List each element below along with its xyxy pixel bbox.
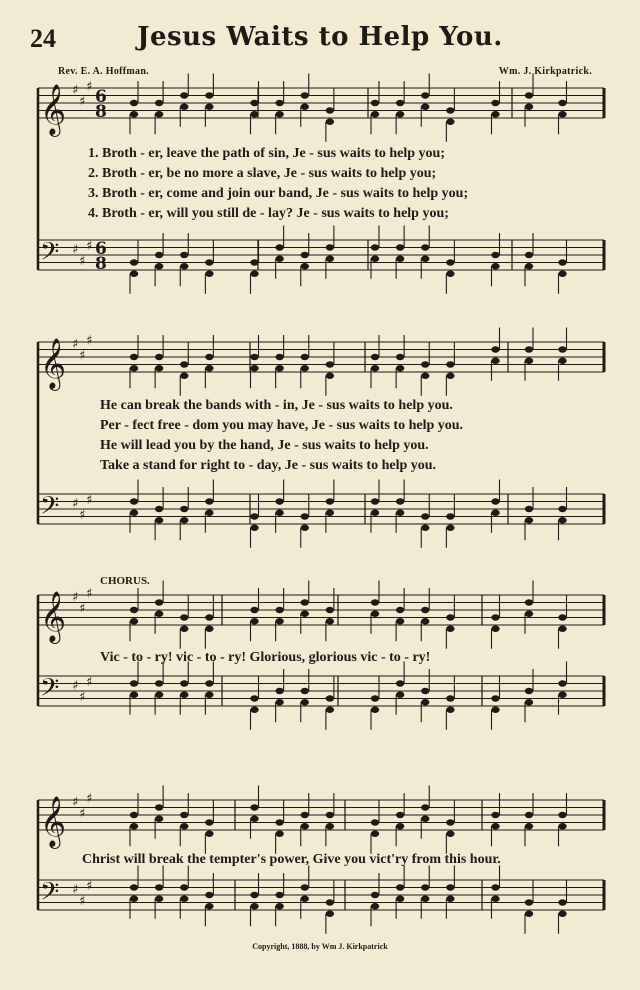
sharp-sign: ♯	[72, 795, 79, 810]
sharp-sign: ♯	[79, 94, 86, 110]
note-head	[446, 373, 454, 379]
note-head	[130, 692, 138, 698]
note-head	[326, 812, 334, 818]
note-head	[396, 498, 404, 504]
note-head	[205, 498, 213, 504]
note-head	[421, 361, 429, 367]
note-head	[558, 680, 566, 686]
note-head	[326, 899, 334, 905]
note-head	[491, 111, 499, 117]
note-head	[446, 525, 454, 531]
note-head	[446, 626, 454, 632]
lyric-line: Take a stand for right to - day, Je - sus waits to help you.	[100, 458, 437, 473]
note-head	[275, 365, 283, 371]
note-head	[155, 680, 163, 686]
note-head	[301, 688, 309, 694]
note-head	[180, 263, 188, 269]
note-head	[491, 100, 499, 106]
note-head	[180, 626, 188, 632]
note-head	[250, 707, 258, 713]
sharp-sign: ♯	[72, 590, 79, 605]
note-head	[155, 884, 163, 890]
note-head	[205, 892, 213, 898]
words-credit: Rev. E. A. Hoffman.	[58, 66, 149, 77]
note-head	[275, 688, 283, 694]
note-head	[326, 107, 334, 113]
note-head	[371, 707, 379, 713]
note-head	[155, 506, 163, 512]
note-head	[205, 831, 213, 837]
sharp-sign: ♯	[86, 492, 93, 508]
note-head	[130, 618, 138, 624]
note-head	[396, 256, 404, 262]
note-head	[446, 361, 454, 367]
note-head	[180, 506, 188, 512]
note-head	[130, 680, 138, 686]
note-head	[205, 354, 213, 360]
bass-clef: 𝄢	[40, 673, 60, 709]
sharp-sign: ♯	[72, 678, 79, 694]
note-head	[525, 252, 533, 258]
note-head	[446, 831, 454, 837]
note-head	[275, 903, 283, 909]
sharp-sign: ♯	[86, 791, 93, 807]
note-head	[396, 680, 404, 686]
note-head	[491, 884, 499, 890]
note-head	[326, 361, 334, 367]
time-signature-top: 6	[95, 87, 107, 107]
note-head	[250, 513, 258, 519]
note-head	[205, 271, 213, 277]
treble-clef: 𝄞	[40, 591, 67, 642]
sharp-sign: ♯	[72, 242, 79, 258]
note-head	[421, 104, 429, 110]
note-head	[371, 819, 379, 825]
note-head	[301, 525, 309, 531]
note-head	[130, 884, 138, 890]
note-head	[421, 92, 429, 98]
note-head	[326, 373, 334, 379]
treble-clef: 𝄞	[40, 338, 67, 389]
note-head	[275, 111, 283, 117]
note-head	[421, 525, 429, 531]
note-head	[421, 816, 429, 822]
note-head	[371, 892, 379, 898]
note-head	[525, 104, 533, 110]
note-head	[371, 831, 379, 837]
note-head	[250, 525, 258, 531]
note-head	[491, 358, 499, 364]
note-head	[180, 680, 188, 686]
note-head	[205, 92, 213, 98]
note-head	[371, 695, 379, 701]
note-head	[396, 618, 404, 624]
note-head	[446, 259, 454, 265]
note-head	[180, 373, 188, 379]
note-head	[301, 611, 309, 617]
note-head	[371, 611, 379, 617]
note-head	[525, 823, 533, 829]
note-head	[491, 626, 499, 632]
note-head	[250, 816, 258, 822]
note-head	[275, 100, 283, 106]
note-head	[558, 812, 566, 818]
note-head	[491, 346, 499, 352]
note-head	[371, 365, 379, 371]
sharp-sign: ♯	[86, 878, 93, 894]
sharp-sign: ♯	[79, 893, 86, 909]
note-head	[130, 271, 138, 277]
note-head	[275, 244, 283, 250]
note-head	[301, 365, 309, 371]
note-head	[396, 111, 404, 117]
note-head	[275, 510, 283, 516]
note-head	[205, 692, 213, 698]
note-head	[275, 831, 283, 837]
note-head	[180, 252, 188, 258]
note-head	[491, 823, 499, 829]
note-head	[326, 695, 334, 701]
note-head	[558, 259, 566, 265]
note-head	[446, 707, 454, 713]
note-head	[275, 354, 283, 360]
page-number: 24	[30, 24, 56, 53]
note-head	[301, 699, 309, 705]
note-head	[205, 510, 213, 516]
note-head	[558, 346, 566, 352]
note-head	[205, 104, 213, 110]
note-head	[558, 823, 566, 829]
note-head	[155, 365, 163, 371]
note-head	[130, 365, 138, 371]
sharp-sign: ♯	[79, 253, 86, 269]
note-head	[130, 100, 138, 106]
note-head	[558, 100, 566, 106]
note-head	[446, 614, 454, 620]
note-head	[205, 259, 213, 265]
note-head	[558, 626, 566, 632]
note-head	[250, 354, 258, 360]
note-head	[130, 812, 138, 818]
note-head	[301, 896, 309, 902]
sharp-sign: ♯	[86, 674, 93, 690]
lyric-line: 1. Broth - er, leave the path of sin, Je - sus waits to help you;	[88, 146, 446, 161]
note-head	[421, 607, 429, 613]
note-head	[250, 607, 258, 613]
note-head	[275, 618, 283, 624]
note-head	[491, 614, 499, 620]
note-head	[250, 804, 258, 810]
note-head	[180, 884, 188, 890]
note-head	[301, 812, 309, 818]
note-head	[180, 692, 188, 698]
note-head	[371, 256, 379, 262]
note-head	[371, 354, 379, 360]
note-head	[250, 892, 258, 898]
sharp-sign: ♯	[86, 586, 93, 602]
note-head	[558, 517, 566, 523]
note-head	[275, 607, 283, 613]
sharp-sign: ♯	[79, 348, 86, 364]
lyric-line: 3. Broth - er, come and join our band, Je - sus waits to help you;	[88, 186, 469, 201]
note-head	[558, 111, 566, 117]
note-head	[421, 804, 429, 810]
note-head	[155, 816, 163, 822]
note-head	[180, 812, 188, 818]
note-head	[180, 823, 188, 829]
note-head	[491, 498, 499, 504]
lyric-line: He can break the bands with - in, Je - sus waits to help you.	[100, 398, 453, 413]
note-head	[396, 896, 404, 902]
note-head	[491, 695, 499, 701]
note-head	[205, 680, 213, 686]
note-head	[130, 823, 138, 829]
note-head	[371, 510, 379, 516]
note-head	[130, 896, 138, 902]
note-head	[205, 903, 213, 909]
note-head	[155, 252, 163, 258]
treble-clef: 𝄞	[40, 796, 67, 847]
note-head	[250, 365, 258, 371]
note-head	[275, 699, 283, 705]
note-head	[525, 506, 533, 512]
note-head	[371, 599, 379, 605]
note-head	[421, 244, 429, 250]
note-head	[155, 599, 163, 605]
note-head	[371, 111, 379, 117]
note-head	[205, 819, 213, 825]
note-head	[421, 699, 429, 705]
note-head	[301, 513, 309, 519]
note-head	[275, 819, 283, 825]
lyric-line: Vic - to - ry! vic - to - ry! Glorious, glorious vic - to - ry!	[100, 650, 431, 665]
sharp-sign: ♯	[79, 507, 86, 523]
note-head	[491, 510, 499, 516]
note-head	[371, 100, 379, 106]
note-head	[250, 903, 258, 909]
time-signature-bottom: 8	[95, 102, 107, 122]
bass-clef: 𝄢	[40, 237, 60, 273]
note-head	[326, 707, 334, 713]
note-head	[275, 498, 283, 504]
note-head	[491, 812, 499, 818]
note-head	[180, 896, 188, 902]
note-head	[421, 884, 429, 890]
sharp-sign: ♯	[79, 806, 86, 822]
note-head	[155, 517, 163, 523]
note-head	[525, 911, 533, 917]
sharp-sign: ♯	[86, 238, 93, 254]
sharp-sign: ♯	[72, 882, 79, 898]
note-head	[525, 263, 533, 269]
note-head	[155, 111, 163, 117]
note-head	[130, 354, 138, 360]
note-head	[155, 692, 163, 698]
note-head	[558, 506, 566, 512]
time-signature-top: 6	[95, 239, 107, 259]
note-head	[326, 911, 334, 917]
note-head	[155, 263, 163, 269]
note-head	[155, 804, 163, 810]
note-head	[396, 823, 404, 829]
note-head	[421, 618, 429, 624]
note-head	[446, 107, 454, 113]
time-signature-bottom: 8	[95, 254, 107, 274]
note-head	[446, 119, 454, 125]
sharp-sign: ♯	[86, 79, 93, 95]
note-head	[558, 358, 566, 364]
note-head	[491, 252, 499, 258]
note-head	[446, 695, 454, 701]
note-head	[250, 618, 258, 624]
note-head	[250, 100, 258, 106]
note-head	[525, 688, 533, 694]
sharp-sign: ♯	[86, 333, 93, 349]
note-head	[421, 256, 429, 262]
note-head	[396, 365, 404, 371]
note-head	[326, 823, 334, 829]
note-head	[446, 819, 454, 825]
bass-clef: 𝄢	[40, 491, 60, 527]
note-head	[525, 899, 533, 905]
note-head	[180, 104, 188, 110]
note-head	[396, 884, 404, 890]
lyric-line: Per - fect free - dom you may have, Je - sus waits to help you.	[100, 418, 464, 433]
sharp-sign: ♯	[72, 496, 79, 512]
note-head	[180, 517, 188, 523]
lyric-line: 2. Broth - er, be no more a slave, Je - sus waits to help you;	[88, 166, 437, 181]
note-head	[525, 517, 533, 523]
note-head	[275, 256, 283, 262]
note-head	[301, 599, 309, 605]
note-head	[396, 100, 404, 106]
note-head	[371, 903, 379, 909]
note-head	[326, 498, 334, 504]
note-head	[525, 699, 533, 705]
note-head	[491, 707, 499, 713]
note-head	[301, 252, 309, 258]
note-head	[275, 892, 283, 898]
note-head	[180, 361, 188, 367]
bass-clef: 𝄢	[40, 877, 60, 913]
note-head	[326, 119, 334, 125]
note-head	[446, 896, 454, 902]
note-head	[155, 896, 163, 902]
note-head	[130, 259, 138, 265]
note-head	[421, 688, 429, 694]
note-head	[301, 823, 309, 829]
note-head	[525, 812, 533, 818]
chorus-label: CHORUS.	[100, 575, 150, 587]
note-head	[396, 510, 404, 516]
note-head	[301, 104, 309, 110]
sharp-sign: ♯	[72, 83, 79, 98]
note-head	[558, 692, 566, 698]
note-head	[326, 256, 334, 262]
note-head	[250, 259, 258, 265]
note-head	[525, 611, 533, 617]
note-head	[446, 271, 454, 277]
note-head	[421, 896, 429, 902]
note-head	[525, 346, 533, 352]
note-head	[396, 244, 404, 250]
note-head	[155, 611, 163, 617]
note-head	[326, 510, 334, 516]
treble-clef: 𝄞	[40, 84, 67, 135]
note-head	[130, 111, 138, 117]
note-head	[250, 271, 258, 277]
note-head	[130, 607, 138, 613]
note-head	[250, 695, 258, 701]
note-head	[371, 244, 379, 250]
note-head	[301, 263, 309, 269]
note-head	[326, 618, 334, 624]
note-head	[396, 607, 404, 613]
note-head	[155, 100, 163, 106]
sharp-sign: ♯	[79, 601, 86, 617]
note-head	[205, 614, 213, 620]
note-head	[326, 607, 334, 613]
note-head	[558, 271, 566, 277]
hymn-title: Jesus Waits to Help You.	[137, 22, 503, 52]
lyric-line: Christ will break the tempter's power, Give you vict'ry from this hour.	[82, 852, 501, 867]
note-head	[446, 884, 454, 890]
note-head	[180, 614, 188, 620]
note-head	[371, 498, 379, 504]
note-head	[205, 365, 213, 371]
note-head	[180, 92, 188, 98]
note-head	[491, 263, 499, 269]
note-head	[301, 92, 309, 98]
note-head	[525, 92, 533, 98]
note-head	[301, 884, 309, 890]
music-credit: Wm. J. Kirkpatrick.	[498, 66, 592, 77]
note-head	[558, 614, 566, 620]
note-head	[396, 812, 404, 818]
note-head	[396, 692, 404, 698]
note-head	[421, 373, 429, 379]
copyright-notice: Copyright, 1888, by Wm J. Kirkpatrick	[252, 942, 388, 951]
sharp-sign: ♯	[79, 689, 86, 705]
note-head	[130, 498, 138, 504]
note-head	[155, 354, 163, 360]
note-head	[525, 358, 533, 364]
note-head	[446, 513, 454, 519]
lyric-line: He will lead you by the hand, Je - sus waits to help you.	[100, 438, 429, 453]
note-head	[250, 111, 258, 117]
note-head	[130, 510, 138, 516]
note-head	[491, 896, 499, 902]
note-head	[421, 513, 429, 519]
note-head	[205, 626, 213, 632]
note-head	[558, 911, 566, 917]
sharp-sign: ♯	[72, 337, 79, 352]
note-head	[326, 244, 334, 250]
note-head	[301, 354, 309, 360]
note-head	[525, 599, 533, 605]
note-head	[396, 354, 404, 360]
note-head	[558, 899, 566, 905]
lyric-line: 4. Broth - er, will you still de - lay? Je - sus waits to help you;	[88, 206, 449, 221]
